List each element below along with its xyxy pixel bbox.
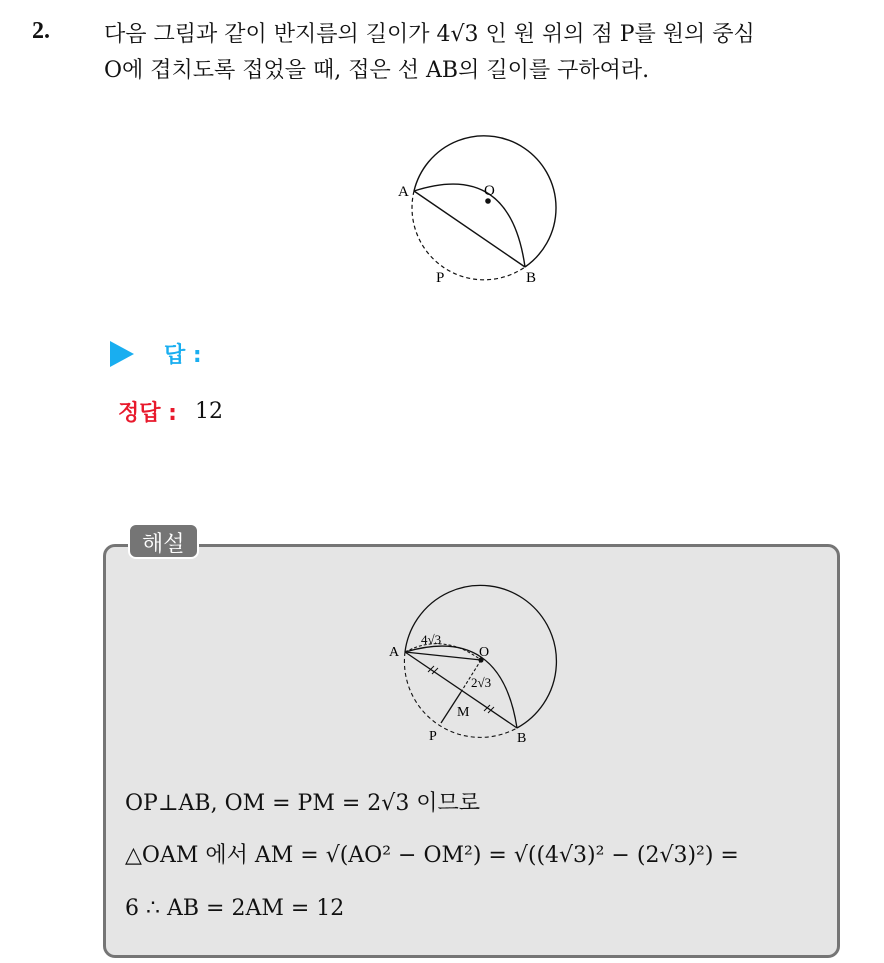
question-text: [104, 17, 874, 89]
sol-label-b: B: [517, 731, 527, 746]
folded-arc: [414, 184, 525, 267]
circle-lower-arc-dashed: [412, 191, 525, 280]
sol-label-o: O: [479, 645, 490, 660]
question-number: 2.: [32, 18, 50, 44]
chord-ab: [414, 191, 525, 267]
answer-label: 답 :: [164, 343, 202, 368]
sol-label-r: 4√3: [421, 632, 442, 647]
circle-upper-arc: [414, 136, 556, 267]
solution-figure: [383, 580, 563, 750]
center-point-o: [485, 198, 491, 204]
label-a: A: [398, 184, 409, 200]
correct-answer-label: 정답 :: [118, 401, 177, 426]
solution-line-2: △OAM 에서 AM = √(AO² − OM²) = √((4√3)² − (2√3)²) =: [125, 843, 739, 868]
solution-tag: 해설: [128, 523, 199, 559]
sol-label-half: 2√3: [471, 675, 492, 690]
solution-line-1: OP⊥AB, OM = PM = 2√3 이므로: [125, 791, 481, 816]
label-b: B: [526, 270, 537, 286]
answer-row: [110, 338, 202, 369]
solid-triangle-icon: [110, 341, 134, 367]
correct-answer-row: [110, 396, 223, 427]
sol-circle-lower-arc-dashed: [404, 652, 517, 737]
question-line-2: O에 겹치도록 접었을 때, 접은 선 AB의 길이를 구하여라.: [104, 58, 650, 83]
sol-label-a: A: [389, 645, 400, 660]
sol-label-p: P: [429, 729, 437, 744]
folded-circle-figure: [380, 118, 570, 290]
question-line-1: 다음 그림과 같이 반지름의 길이가 4√3 인 원 위의 점 P를 원의 중심: [104, 22, 755, 47]
label-o: O: [484, 183, 495, 199]
solution-line-3: 6 ∴ AB = 2AM = 12: [125, 896, 345, 921]
correct-answer-value: 12: [194, 399, 223, 424]
label-p: P: [436, 270, 445, 286]
sol-label-m: M: [457, 705, 470, 720]
